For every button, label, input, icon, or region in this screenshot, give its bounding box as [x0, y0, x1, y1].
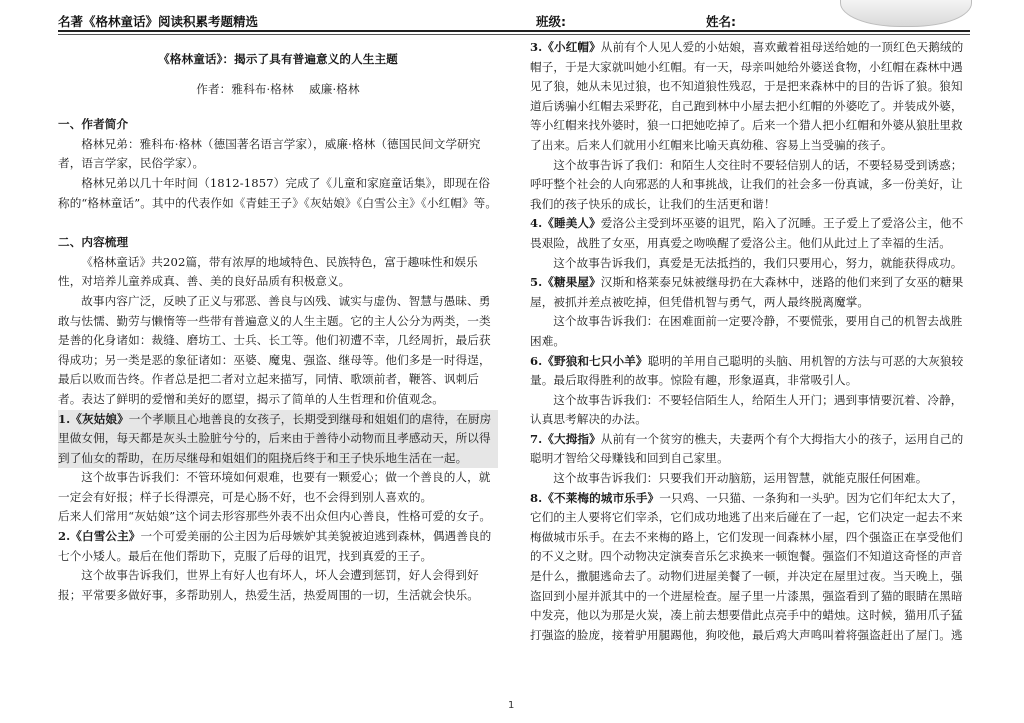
story-snow-white [58, 527, 498, 566]
content-paragraph-2: 故事内容广泛，反映了正义与邪恶、善良与凶残、诚实与虚伪、智慧与愚昧、勇敢与怯懦、勤劳与懒惰等一些带有普遍意义的人生主题。它的主人公分为两类，一类是善的化身诸如：裁缝、磨坊工、士兵、长工等。他们初遭不幸，几经周折，最后获得成功；另一类是恶的象征诸如：巫婆、魔鬼、强盗、继母等。他们多是一时得逞，最后以败而告终。作者总是把二者对立起来描写，同情、歌颂前者，鞭答、讽刺后者。表达了鲜明的爱憎和美好的愿望，揭示了简单的人生哲理和价值观念。 [58, 293, 491, 406]
page-number: 1 [508, 700, 515, 711]
class-label: 班级: [536, 14, 566, 29]
story-candy-house-title: 5.《糖果屋》 [530, 275, 601, 290]
section-content-heading: 二、内容梳理 [58, 235, 129, 250]
story-cinderella [58, 410, 498, 469]
document-title: 名著《格林童话》阅读积累考题精选 [58, 14, 259, 29]
author-intro-paragraph-2: 格林兄弟以几十年时间（1812-1857）完成了《儿童和家庭童话集》，即现在俗称的“格林童话”。其中的代表作如《青蛙王子》《灰姑娘》《白雪公主》《小红帽》等。 [58, 175, 498, 210]
story-snow-white-title: 2.《白雪公主》 [58, 529, 141, 544]
story-red-riding-hood-title: 3.《小红帽》 [530, 40, 601, 54]
story-red-riding-hood-body: 从前有个人见人爱的小姑娘，喜欢戴着祖母送给她的一顶红色天鹅绒的帽子，于是大家就叫她小红帽。有一天，母亲叫她给外婆送食物，小红帽在森林中遇见了狼，她从未见过狼，也不知道狼性残忍，于是把来森林中的目的告诉了狼。狼知道后诱骗小红帽去采野花，自己跑到林中小屋去把小红帽的外婆吃了。并装成外婆，等小红帽来找外婆时，狼一口把她吃掉了。后来一个猎人把小红帽和外婆从狼肚里救了出来。后来人们就用小红帽来比喻天真幼稚、容易上当受骗的孩子。 [530, 40, 964, 152]
page-header [58, 8, 970, 28]
right-column [530, 38, 970, 645]
story-wolf-seven-goats [530, 352, 970, 391]
article-title: 《格林童话》：揭示了具有普遍意义的人生主题 [158, 52, 398, 66]
section-author-intro-heading: 一、作者简介 [58, 117, 129, 132]
story-thumbling-title: 7.《大拇指》 [530, 431, 601, 446]
story-bremen-musicians-body: 一只鸡、一只猫、一条狗和一头驴。因为它们年纪太大了，它们的主人要将它们宰杀，它们成功地逃了出来后碰在了一起，它们决定一起去不来梅做城市乐手。在去不来梅的路上，它们发现一间森林小屋，四个强盗正在享受他们的不义之财。四个动物决定演奏音乐乞求换来一顿饱餐。强盗们不知道这奇怪的声音是什么，撒腿逃命去了。动物们进屋美餐了一顿，并决定在屋里过夜。当天晚上，强盗回到小屋并派其中的一个进屋检查。屋子里一片漆黑，强盗看到了猫的眼睛在黑暗中发亮，他以为那是火炭，凑上前去想要借此点亮手中的蜡烛。这时候，猫用爪子猛打强盗的脸庞，接着驴用腿踢他，狗咬他，最后鸡大声鸣叫着将强盗赶出了屋门。逃 [530, 490, 964, 642]
story-sleeping-beauty-moral: 这个故事告诉我们，真爱是无法抵挡的，我们只要用心，努力，就能获得成功。 [553, 255, 963, 270]
story-snow-white-body: 一个可爱美丽的公主因为后母嫉妒其美貌被迫逃到森林，偶遇善良的七个小矮人。最后在他们帮助下，克服了后母的诅咒，找到真爱的王子。 [58, 529, 492, 563]
story-red-riding-hood-moral: 这个故事告诉了我们：和陌生人交往时不要轻信别人的话，不要轻易受到诱惑；呼吁整个社会的人向邪恶的人和事挑战，让我们的社会多一份真诚，多一份美好，让我们的孩子快乐的成长，让我们的生活更和谐！ [530, 157, 963, 211]
story-bremen-musicians [530, 489, 970, 646]
story-cinderella-body: 一个孝顺且心地善良的女孩子，长期受到继母和姐姐们的虐待，在厨房里做女佣，每天都是灰头土脸脏兮兮的，后来由于善待小动物而且孝感动天，所以得到了仙女的帮助，在历尽继母和姐姐们的阻挠后终于和王子快乐地生活在一起。 [58, 411, 492, 465]
story-bremen-musicians-title: 8.《不莱梅的城市乐手》 [530, 490, 660, 505]
author-intro-paragraph-1: 格林兄弟：雅科布·格林（德国著名语言学家），威廉·格林（德国民间文学研究者，语言学家，民俗学家）。 [58, 136, 481, 171]
left-column [58, 38, 498, 605]
story-sleeping-beauty-body: 爱洛公主受到坏巫婆的诅咒，陷入了沉睡。王子爱上了爱洛公主，他不畏艰险，战胜了女巫，用真爱之吻唤醒了爱洛公主。他们从此过上了幸福的生活。 [530, 216, 964, 250]
story-wolf-seven-goats-title: 6.《野狼和七只小羊》 [530, 353, 648, 368]
story-thumbling-body: 从前有一个贫穷的樵夫，夫妻两个有个大拇指大小的孩子，运用自己的聪明才智给父母赚钱和回到自己家里。 [530, 431, 964, 466]
story-thumbling [530, 430, 970, 469]
story-snow-white-moral: 这个故事告诉我们，世界上有好人也有坏人，坏人会遭到惩罚，好人会得到好报；平常要多做好事，多帮助别人，热爱生活，热爱周围的一切，生活就会快乐。 [58, 568, 479, 602]
story-candy-house-moral: 这个故事告诉我们：在困难面前一定要冷静，不要慌张，要用自己的机智去战胜困难。 [530, 314, 963, 348]
header-rule-thin [58, 34, 970, 35]
story-thumbling-moral: 这个故事告诉我们：只要我们开动脑筋，运用智慧，就能克服任何困难。 [553, 471, 928, 486]
story-cinderella-note: 后来人们常用“灰姑娘”这个词去形容那些外表不出众但内心善良，性格可爱的女子。 [58, 509, 492, 524]
story-cinderella-title: 1.《灰姑娘》 [58, 411, 129, 426]
story-sleeping-beauty [530, 214, 970, 253]
name-label: 姓名: [706, 14, 736, 29]
story-candy-house [530, 273, 970, 312]
article-author: 作者：雅科布·格林 威廉·格林 [196, 81, 360, 96]
content-paragraph-1: 《格林童话》共202篇，带有浓厚的地域特色、民族特色，富于趣味性和娱乐性，对培养儿童养成真、善、美的良好品质有积极意义。 [58, 254, 478, 289]
header-rule-thick [58, 30, 970, 32]
story-candy-house-body: 汉斯和格莱泰兄妹被继母扔在大森林中，迷路的他们来到了女巫的糖果屋，被抓并差点被吃掉，但凭借机智与勇气，两人最终脱离魔掌。 [530, 275, 964, 309]
story-cinderella-moral: 这个故事告诉我们：不管环境如何艰难，也要有一颗爱心；做一个善良的人，就一定会有好报；样子长得漂亮，可是心肠不好，也不会得到别人喜欢的。 [58, 470, 491, 504]
spacer [58, 213, 498, 233]
story-wolf-seven-goats-moral: 这个故事告诉我们：不要轻信陌生人，给陌生人开门；遇到事情要沉着、冷静，认真思考解决的办法。 [530, 392, 963, 427]
story-sleeping-beauty-title: 4.《睡美人》 [530, 216, 601, 231]
story-red-riding-hood [530, 38, 970, 156]
story-wolf-seven-goats-body: 聪明的羊用自己聪明的头脑、用机智的方法与可恶的大灰狼较量。最后取得胜利的故事。惊险有趣，形象逼真，非常吸引人。 [530, 353, 964, 388]
